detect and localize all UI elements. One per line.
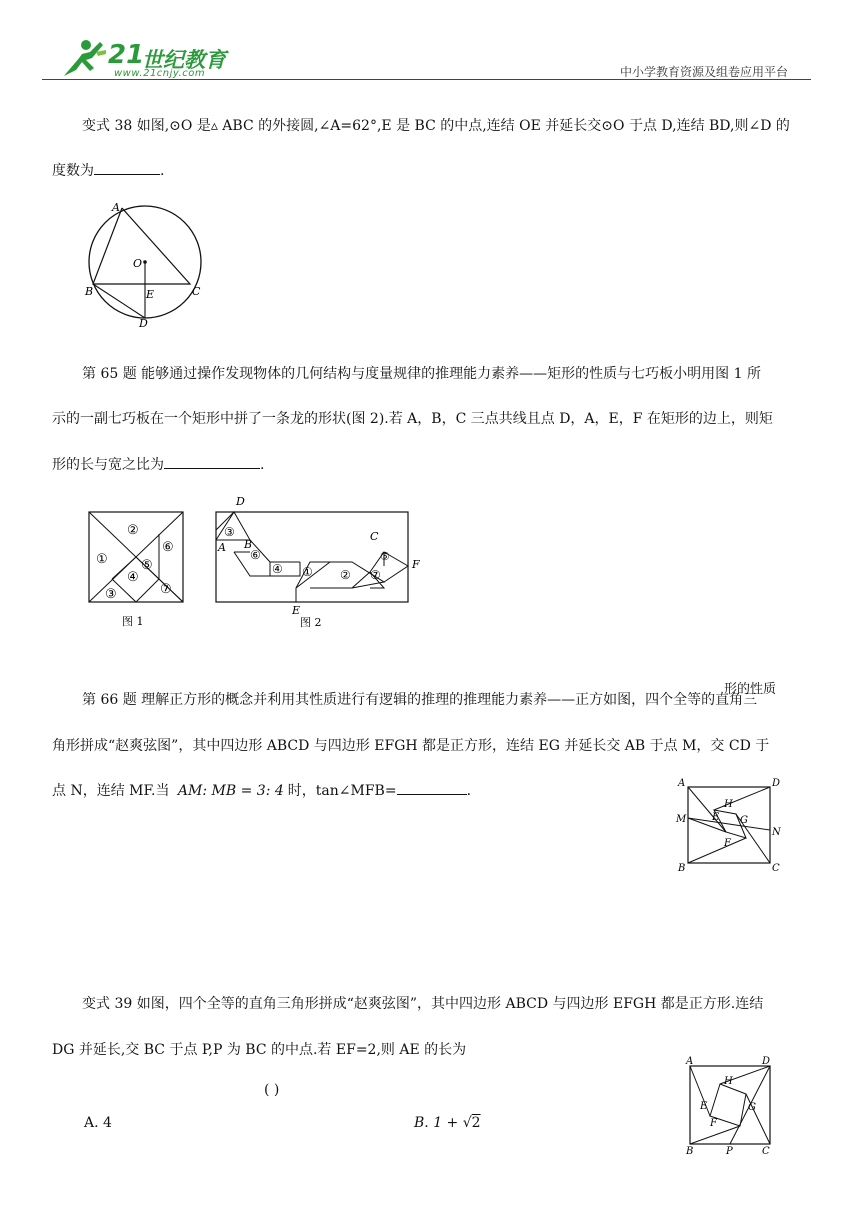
label-f: F [710,1118,717,1129]
label-e: E [146,288,155,301]
label-b: B [244,538,253,551]
answer-blank [164,454,260,469]
logo-url: www.21cnjy.com [114,68,206,79]
label-f: F [724,838,731,849]
ratio-expression: AM: MB = 3: 4 [177,783,284,799]
question-text-line2: 角形拼成“赵爽弦图”，其中四边形 ABCD 与四边形 EFGH 都是正方形，连结 EG 并延长交 AB 于点 M，交 CD 于 [52,738,770,754]
piece-2: ② [340,568,351,582]
label-h: H [724,1076,733,1087]
piece-4: ④ [272,562,283,576]
piece-7: ⑦ [160,582,172,597]
tangram-figure-1 [86,508,190,632]
piece-5: ⑤ [380,550,390,563]
label-e: E [292,604,301,617]
label-m: M [676,814,687,825]
piece-3: ③ [105,587,117,602]
label-a: A [218,541,226,554]
stray-text: 形的性质 [724,682,777,697]
header-divider [42,79,811,80]
label-d: D [236,495,245,508]
option-b[interactable]: B. 1 + √2 [414,1115,481,1131]
logo-text: 世纪教育 [142,48,226,72]
question-text-line2: DG 并延长,交 BC 于点 P,P 为 BC 的中点.若 EF=2,则 AE 的长为 [52,1042,467,1058]
question-text-line1: 第 66 题 理解正方形的概念并利用其性质进行有逻辑的推理的推理能力素养——正方如图，四个全等的直角三 [82,692,758,708]
piece-6: ⑥ [162,540,174,555]
label-c: C [762,1146,770,1157]
piece-7: ⑦ [370,568,381,582]
question-text-line1: 第 65 题 能够通过操作发现物体的几何结构与度量规律的推理能力素养——矩形的性质与七巧板小明用图 1 所 [82,366,761,382]
option-a[interactable]: A. 4 [84,1115,112,1131]
question-text-line2: 度数为 . [52,160,164,181]
label-b: B [678,863,686,874]
fig1-caption: 图 1 [122,615,144,628]
label-d: D [762,1056,771,1067]
label-n: N [772,827,781,838]
label-h: H [724,799,733,810]
circle-figure [80,196,210,330]
label-c: C [192,285,201,298]
label-d: D [772,778,781,789]
piece-4: ④ [127,570,139,585]
label-a: A [686,1056,694,1067]
logo-number: 21 [108,40,145,70]
piece-2: ② [127,523,139,538]
question-text-line3: 点 N，连结 MF.当 AM: MB = 3: 4 时，tan∠MFB= . [52,780,471,801]
platform-name: 中小学教育资源及组卷应用平台 [620,65,789,79]
label-e: E [700,1101,708,1112]
label-g: G [748,1102,756,1113]
label-f: F [412,558,420,571]
tangram-figure-2 [210,492,432,638]
answer-blank [94,160,160,175]
piece-1: ① [96,552,108,567]
label-c: C [772,863,780,874]
label-c: C [370,530,379,543]
label-p: P [726,1146,733,1157]
question-text-line1: 变式 39 如图，四个全等的直角三角形拼成“赵爽弦图”，其中四边形 ABCD 与四边形 EFGH 都是正方形.连结 [82,996,764,1012]
piece-1: ① [302,565,313,579]
label-g: G [740,815,748,826]
zhao-shuang-figure [674,774,810,874]
question-text-line3: 形的长与宽之比为 . [52,454,264,475]
question-text-line2: 示的一副七巧板在一个矩形中拼了一条龙的形状(图 2).若 A，B，C 三点共线且点 D，A，E，F 在矩形的边上，则矩 [52,411,773,427]
zhao-shuang-figure-2 [676,1054,788,1158]
answer-blank [397,780,467,795]
question-text-line1: 变式 38 如图,⊙O 是▵ ABC 的外接圆,∠A=62°,E 是 BC 的中点,连结 OE 并延长交⊙O 于点 D,连结 BD,则∠D 的 [82,118,790,134]
label-e: E [712,812,720,823]
label-d: D [139,317,148,330]
label-o: O [133,257,143,270]
piece-3: ③ [224,525,235,539]
fig2-caption: 图 2 [300,616,322,629]
sqrt-symbol: √ [462,1115,472,1131]
label-a: A [678,778,686,789]
label-b: B [686,1146,694,1157]
answer-parentheses: ( ) [264,1082,280,1098]
label-b: B [85,285,94,298]
logo-runner-icon [56,38,108,78]
piece-6: ⑥ [250,548,261,562]
piece-5: ⑤ [141,558,153,573]
label-a: A [112,201,120,214]
